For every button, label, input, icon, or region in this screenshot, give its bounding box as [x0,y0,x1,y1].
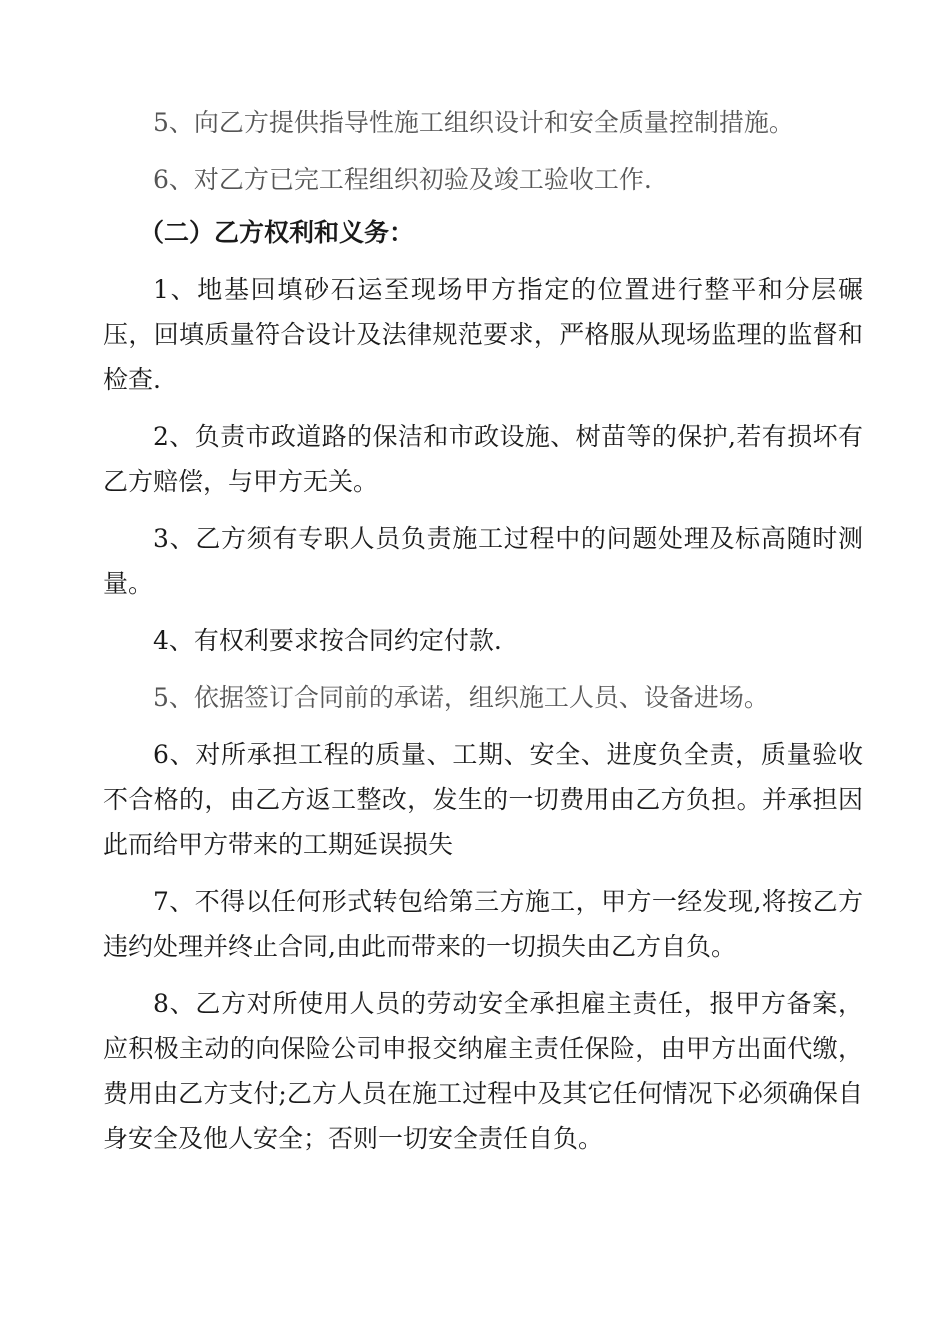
party-b-item-7: 7、不得以任何形式转包给第三方施工，甲方一经发现,将按乙方违约处理并终止合同,由此而带来的一切损失由乙方自负。 [103,887,863,961]
party-a-item-5: 5、向乙方提供指导性施工组织设计和安全质量控制措施。 [153,108,794,137]
party-b-item-5: 5、依据签订合同前的承诺，组织施工人员、设备进场。 [153,683,769,712]
party-b-item-1: 1、地基回填砂石运至现场甲方指定的位置进行整平和分层碾压，回填质量符合设计及法律规范要求，严格服从现场监理的监督和检查. [103,275,863,394]
party-a-item-6: 6、对乙方已完工程组织初验及竣工验收工作. [153,165,652,194]
party-b-item-3: 3、乙方须有专职人员负责施工过程中的问题处理及标高随时测量。 [103,524,863,598]
party-b-item-8: 8、乙方对所使用人员的劳动安全承担雇主责任，报甲方备案，应积极主动的向保险公司申报交纳雇主责任保险，由甲方出面代缴，费用由乙方支付;乙方人员在施工过程中及其它任何情况下必须确保自身安全及他人安全；否则一切安全责任自负。 [103,989,863,1153]
party-b-item-6: 6、对所承担工程的质量、工期、安全、进度负全责，质量验收不合格的，由乙方返工整改，发生的一切费用由乙方负担。并承担因此而给甲方带来的工期延误损失 [103,740,863,859]
section-heading: （二）乙方权利和义务： [139,218,415,247]
party-b-item-2: 2、负责市政道路的保洁和市政设施、树苗等的保护,若有损坏有乙方赔偿，与甲方无关。 [103,422,863,496]
party-b-item-4: 4、有权利要求按合同约定付款. [153,626,502,655]
document-body [103,100,863,1161]
